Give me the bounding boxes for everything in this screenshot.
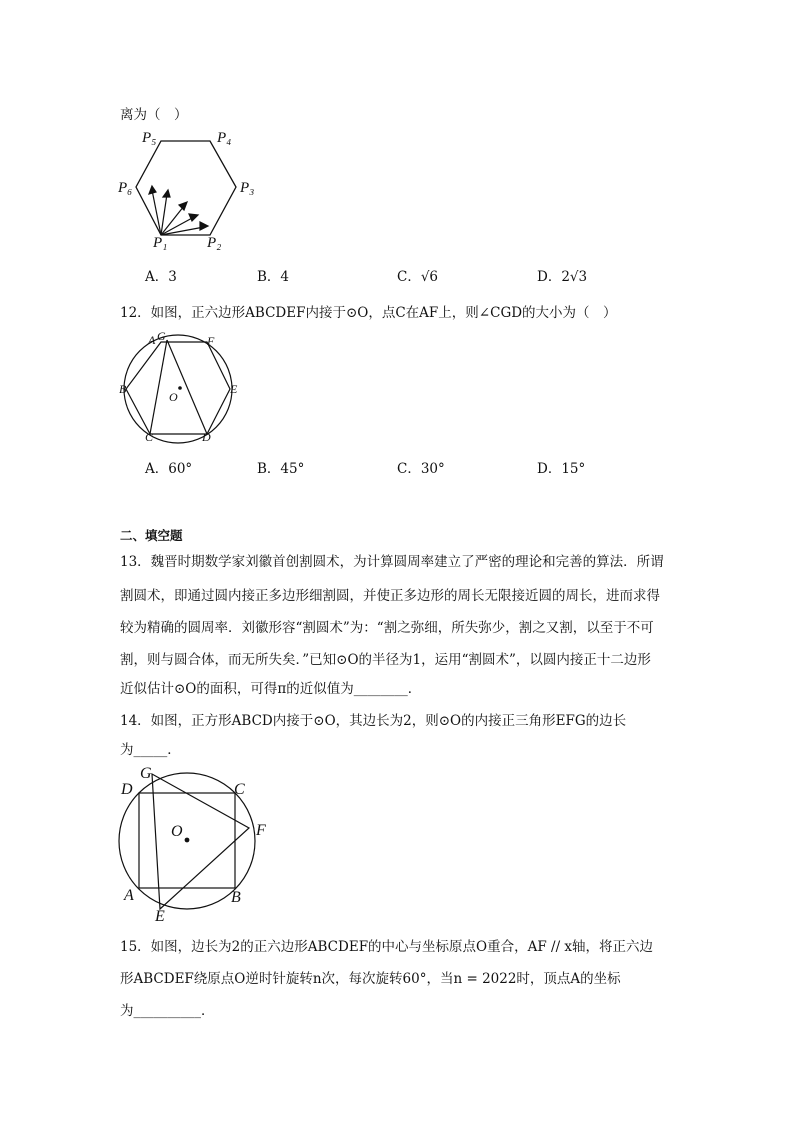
label-g: G [140, 765, 152, 782]
q11-option-b[interactable]: B．4 [257, 269, 290, 285]
label-g: G [157, 330, 166, 343]
hexagon-abcdef [126, 342, 230, 434]
label-o: O [169, 390, 178, 404]
section-title: 二、填空题 [120, 528, 183, 543]
q15-line-1: 15．如图，边长为2的正六边形ABCDEF的中心与坐标原点O重合，AF // x轴，将正六边 [120, 939, 654, 955]
q12-option-d[interactable]: D．15° [537, 461, 586, 477]
center-dot [185, 838, 190, 843]
label-f: F [207, 334, 215, 348]
label-c: C [234, 781, 245, 798]
q11-option-a[interactable]: A．3 [145, 269, 177, 285]
q13-line-4: 割，则与圆合体，而无所失矣．”已知⊙O的半径为1，运用“割圆术”，以圆内接正十二边形 [120, 652, 651, 668]
q12-option-c[interactable]: C．30° [397, 461, 445, 477]
q14-line-1: 14．如图，正方形ABCD内接于⊙O，其边长为2，则⊙O的内接正三角形EFG的边长 [120, 713, 627, 729]
label-p2: P₂ [207, 235, 222, 251]
label-f: F [256, 822, 266, 839]
label-d: D [202, 430, 211, 444]
circle-o [124, 335, 232, 443]
label-o: O [171, 823, 183, 840]
q12-stem: 12．如图，正六边形ABCDEF内接于⊙O，点C在AF上，则∠CGD的大小为（ ） [120, 305, 617, 321]
label-b: B [231, 889, 241, 906]
label-p3: P₃ [240, 180, 255, 196]
q11-option-c[interactable]: C．√6 [397, 269, 439, 285]
label-p4: P₄ [217, 130, 232, 146]
label-e: E [230, 382, 238, 396]
label-d: D [121, 781, 133, 798]
q14-circle-square-figure [112, 762, 282, 924]
q12-circle-hexagon-figure [114, 330, 244, 445]
label-p6: P₆ [118, 180, 133, 196]
q12-option-a[interactable]: A．60° [145, 461, 193, 477]
q14-line-2: 为_____． [120, 742, 181, 758]
label-p5: P₅ [142, 130, 157, 146]
label-p1: P₁ [153, 235, 168, 251]
q15-line-2: 形ABCDEF绕原点O逆时针旋转n次，每次旋转60°，当n = 2022时，顶点A的坐标 [120, 971, 621, 987]
label-a: A [148, 333, 156, 347]
chords [150, 340, 207, 434]
q13-line-5: 近似估计⊙O的面积，可得π的近似值为________． [120, 681, 422, 697]
q11-hexagon-figure [112, 124, 262, 254]
q13-line-2: 割圆术，即通过圆内接正多边形细割圆，并使正多边形的周长无限接近圆的周长，进而求得 [120, 588, 660, 604]
label-e: E [155, 908, 165, 924]
q11-option-d[interactable]: D．2√3 [537, 269, 588, 285]
label-a: A [124, 887, 134, 904]
q13-line-3: 较为精确的圆周率．刘徽形容“割圆术”为：“割之弥细，所失弥少，割之又割，以至于不可 [120, 620, 654, 636]
label-c: C [145, 430, 154, 444]
q12-option-b[interactable]: B．45° [257, 461, 305, 477]
q11-stem-tail: 离为（ ） [120, 107, 188, 123]
q15-line-3: 为__________． [120, 1003, 215, 1019]
center-dot [178, 386, 182, 390]
label-b: B [119, 382, 127, 396]
q13-line-1: 13．魏晋时期数学家刘徽首创割圆术，为计算圆周率建立了严密的理论和完善的算法．所谓 [120, 554, 664, 570]
